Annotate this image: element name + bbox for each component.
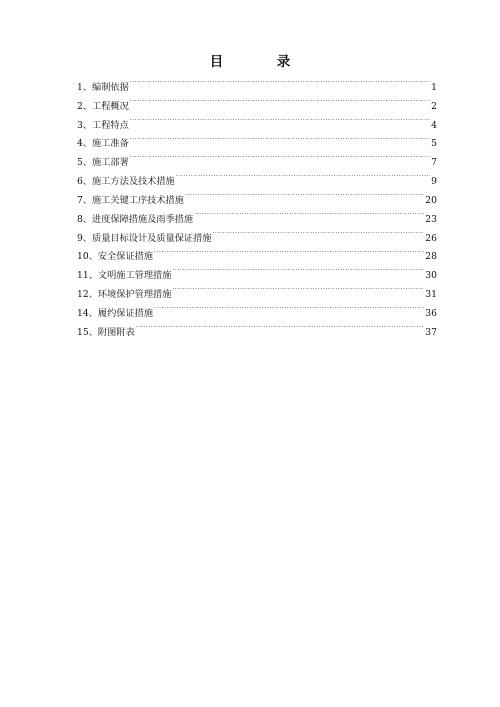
toc-leader-dots [185, 184, 424, 203]
toc-entry-page: 31 [425, 289, 437, 301]
toc-leader-dots [194, 203, 424, 222]
toc-title: 目 录 [209, 54, 311, 70]
toc-entry-page: 1 [431, 81, 437, 93]
toc-entry-label: 2、工程概况 [77, 100, 129, 112]
toc-entry-label: 11、文明施工管理措施 [77, 270, 172, 282]
toc-entry-page: 26 [425, 232, 437, 244]
toc-entry-label: 8、进度保障措施及雨季措施 [77, 213, 194, 225]
toc-entry-label: 5、施工部署 [77, 157, 129, 169]
toc-entry-label: 9、质量目标设计及质量保证措施 [77, 232, 212, 244]
toc-entry-page: 37 [425, 326, 437, 338]
toc-leader-dots [154, 297, 424, 316]
toc-entry-page: 2 [431, 100, 437, 112]
toc-leader-dots [130, 146, 430, 165]
toc-entry[interactable] [77, 71, 437, 93]
toc-entry-page: 9 [431, 176, 437, 188]
toc-leader-dots [212, 222, 424, 241]
toc-entry-label: 4、施工准备 [77, 138, 129, 150]
toc-entry-label: 7、施工关键工序技术措施 [77, 194, 184, 206]
toc-entry-label: 6、施工方法及技术措施 [77, 176, 175, 188]
toc-leader-dots [130, 128, 430, 147]
toc-entry-label: 10、安全保证措施 [77, 251, 154, 263]
toc-entry-page: 36 [425, 307, 437, 319]
toc-entry-page: 5 [431, 138, 437, 150]
toc-list [77, 71, 437, 338]
toc-leader-dots [172, 259, 424, 278]
toc-entry-page: 7 [431, 157, 437, 169]
toc-entry[interactable] [77, 128, 437, 150]
toc-leader-dots [130, 109, 430, 128]
toc-leader-dots [172, 278, 424, 297]
toc-entry-page: 4 [431, 119, 437, 131]
toc-entry-label: 14、履约保证措施 [77, 307, 154, 319]
toc-entry-page: 23 [425, 213, 437, 225]
toc-entry[interactable] [77, 165, 437, 188]
toc-entry[interactable] [77, 90, 437, 112]
toc-entry[interactable] [77, 109, 437, 131]
toc-entry-label: 12、环境保护管理措施 [77, 289, 172, 301]
toc-entry-label: 15、附图附表 [77, 326, 135, 338]
toc-entry-page: 28 [425, 251, 437, 263]
toc-entry-page: 20 [425, 194, 437, 206]
toc-leader-dots [130, 71, 430, 90]
toc-leader-dots [154, 241, 424, 260]
toc-leader-dots [136, 316, 425, 335]
toc-leader-dots [130, 90, 430, 109]
toc-entry[interactable] [77, 146, 437, 169]
toc-entry-page: 30 [425, 270, 437, 282]
toc-entry-label: 3、工程特点 [77, 119, 129, 131]
toc-leader-dots [176, 165, 430, 184]
toc-entry-label: 1、编制依据 [77, 81, 129, 93]
